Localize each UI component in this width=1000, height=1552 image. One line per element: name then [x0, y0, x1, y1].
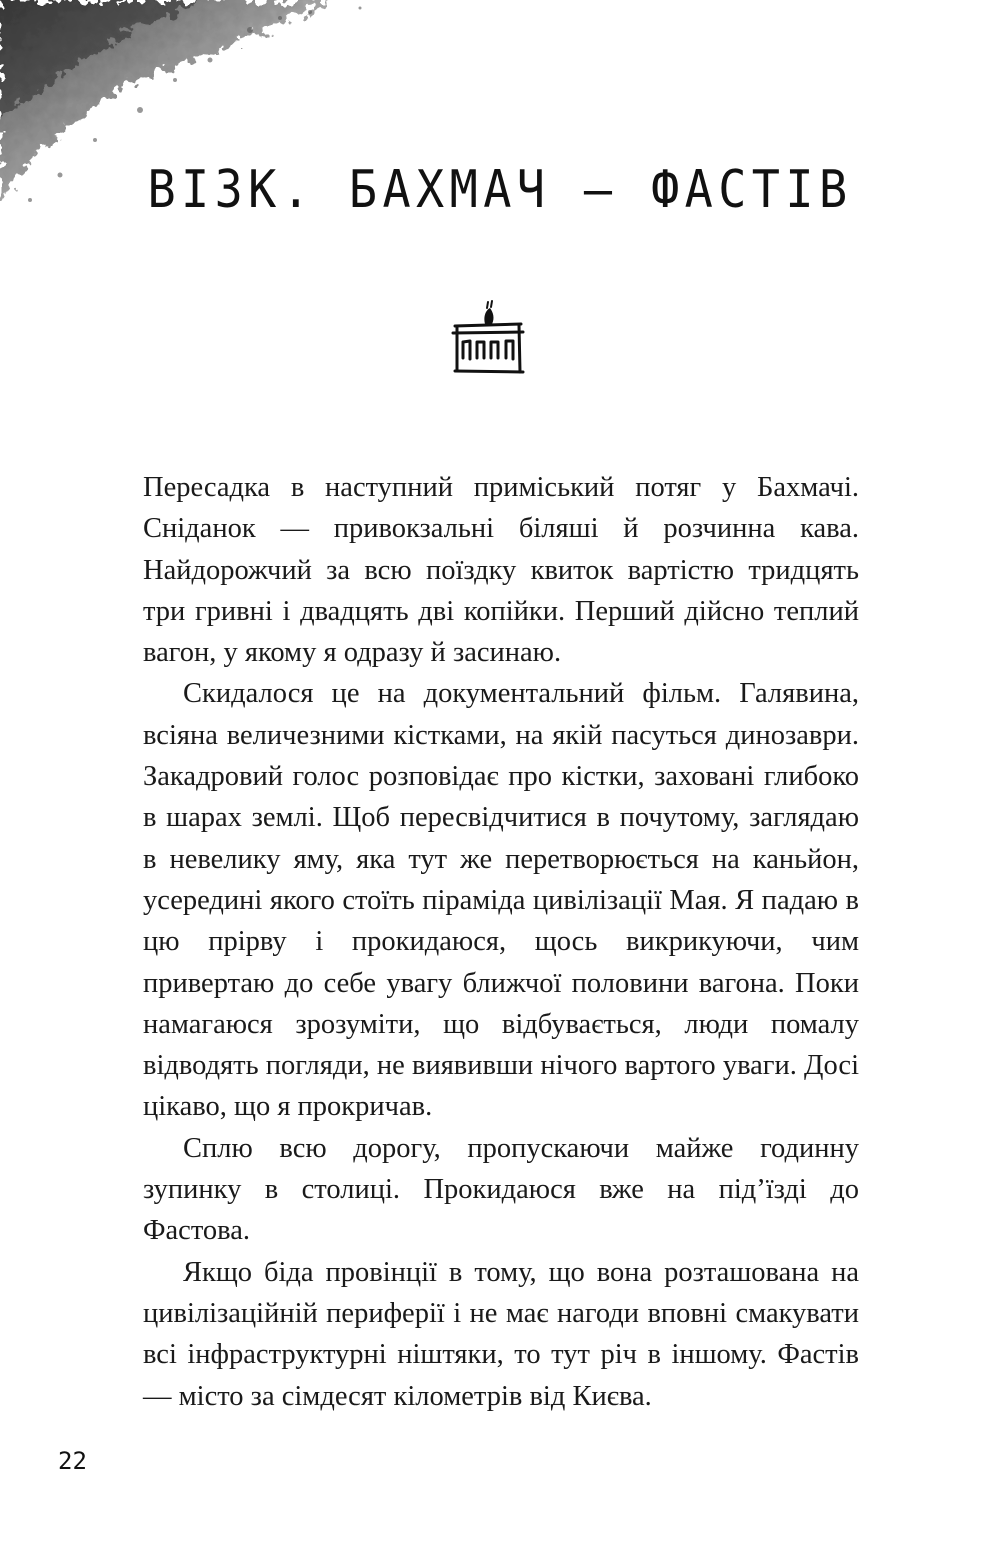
chapter-title: ВІЗК. БАХМАЧ — ФАСТІВ — [147, 160, 853, 220]
paragraph: Сплю всю дорогу, пропускаючи майже годинну зупинку в столиці. Прокидаюся вже на під’їзді до Фастова. — [143, 1132, 859, 1247]
paragraph: Скидалося це на документальний фільм. Галявина, всіяна величезними кістками, на якій пасуться динозаври. Закадровий голос розповідає про кістки, заховані глибоко в шарах землі. Щоб пересвідчитися в почутому, заглядаю в невелику яму, яка тут же перетворюється на каньйон, усередині якого стоїть піраміда цивілізації Мая. Я падаю в цю прірву і прокидаюся, щось викрикуючи, чим привертаю до себе увагу ближчої половини вагона. Поки намагаюся зрозуміти, що відбувається, люди помалу відводять погляди, не виявивши нічого вартого уваги. Досі цікаво, що я прокричав. — [143, 678, 859, 1123]
body-text — [143, 467, 859, 1417]
paragraph: Якщо біда провінції в тому, що вона розташована на цивілізаційній периферії і не має нагоди вповні смакувати всі інфраструктурні ніштяки, то тут річ в іншому. Фастів — місто за сімдесят кілометрів від Києва. — [143, 1256, 859, 1412]
paragraph: Пересадка в наступний приміський потяг у Бахмачі. Сніданок — привокзальні біляші й розчинна кава. Найдорожчий за всю поїздку квиток вартістю тридцять три гривні і двадцять дві копійки. Перший дійсно теплий вагон, у якому я одразу й засинаю. — [143, 472, 859, 669]
page-number: 22 — [58, 1447, 87, 1475]
house-sketch-icon — [443, 296, 533, 378]
